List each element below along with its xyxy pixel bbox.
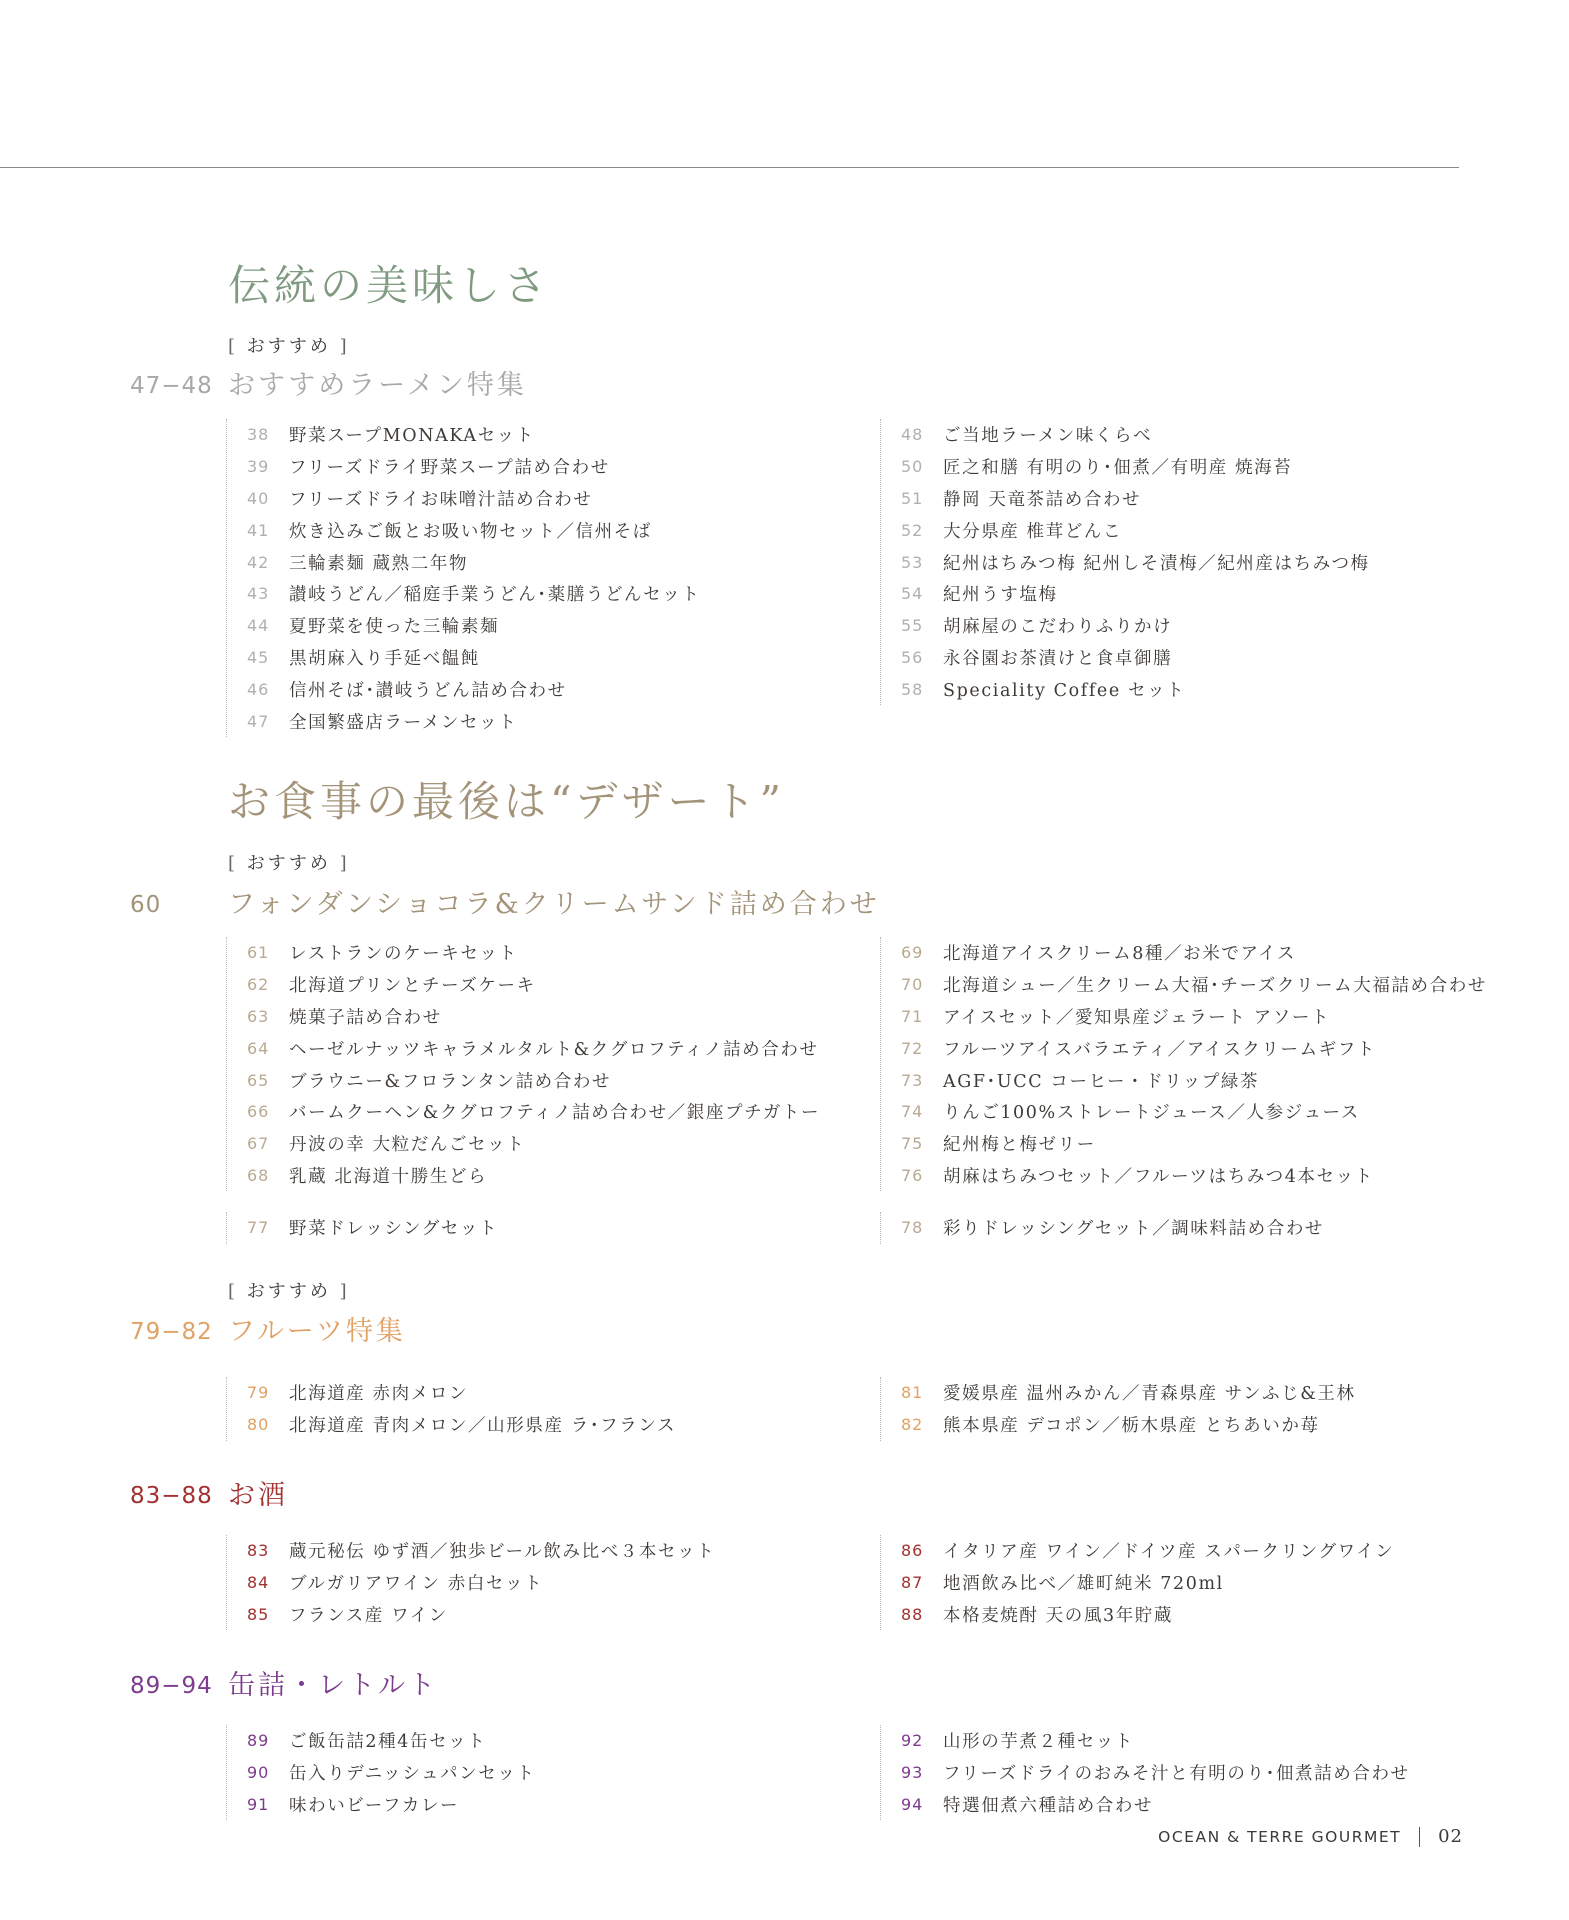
item-page-number: 83	[247, 1541, 270, 1561]
list-item	[247, 419, 700, 451]
item-title: 北海道アイスクリーム8種／お米でアイス	[943, 944, 1297, 965]
feature-page-range: 83−88	[130, 1483, 213, 1509]
top-rule	[0, 167, 1459, 168]
item-title: 山形の芋煮２種セット	[943, 1732, 1134, 1753]
item-title: レストランのケーキセット	[289, 944, 518, 965]
item-list-right-extra	[880, 1212, 1324, 1244]
item-page-number: 54	[901, 584, 924, 604]
item-page-number: 94	[901, 1794, 924, 1814]
footer-divider	[1419, 1827, 1420, 1847]
list-item	[247, 1599, 715, 1631]
recommend-label: おすすめ	[246, 336, 331, 357]
item-title: 北海道産 赤肉メロン	[289, 1384, 469, 1405]
list-item	[901, 1567, 1394, 1599]
item-page-number: 85	[247, 1604, 270, 1624]
list-item	[901, 1128, 1487, 1160]
item-page-number: 71	[901, 1006, 924, 1026]
recommend-label: おすすめ	[246, 853, 331, 874]
item-page-number: 92	[901, 1731, 924, 1751]
list-item	[247, 1064, 820, 1096]
item-title: フリーズドライのおみそ汁と有明のり･佃煮詰め合わせ	[943, 1764, 1410, 1785]
item-page-number: 70	[901, 975, 924, 995]
item-list-left-extra	[226, 1212, 498, 1244]
list-item	[247, 546, 700, 578]
list-item	[901, 1535, 1394, 1567]
section-heading-tradition: 伝統の美味しさ	[228, 261, 551, 310]
list-item	[247, 1567, 715, 1599]
list-item	[901, 451, 1370, 483]
item-page-number: 77	[247, 1218, 270, 1238]
item-title: 信州そば･讃岐うどん詰め合わせ	[289, 680, 567, 701]
item-title: ブラウニー&フロランタン詰め合わせ	[289, 1071, 612, 1092]
list-item	[247, 514, 700, 546]
item-title: 紀州はちみつ梅 紀州しそ漬梅／紀州産はちみつ梅	[943, 553, 1370, 574]
list-item	[247, 969, 820, 1001]
section-heading-dessert: お食事の最後は“デザート”	[228, 777, 785, 826]
list-item	[901, 514, 1370, 546]
list-item	[247, 610, 700, 642]
item-title: りんご100%ストレートジュース／人参ジュース	[943, 1103, 1360, 1124]
item-page-number: 78	[901, 1218, 924, 1238]
page-footer	[1158, 1826, 1463, 1847]
list-item	[247, 1535, 715, 1567]
item-title: 蔵元秘伝 ゆず酒／独歩ビール飲み比べ３本セット	[289, 1542, 716, 1563]
item-page-number: 93	[901, 1763, 924, 1783]
item-title: 北海道プリンとチーズケーキ	[289, 976, 536, 997]
item-title: アイスセット／愛知県産ジェラート アソート	[943, 1007, 1331, 1028]
recommend-label: おすすめ	[246, 1281, 331, 1302]
list-item	[901, 610, 1370, 642]
item-title: 乳蔵 北海道十勝生どら	[289, 1166, 488, 1187]
item-page-number: 46	[247, 679, 270, 699]
list-item	[901, 546, 1370, 578]
list-item	[901, 1001, 1487, 1033]
item-list-right	[880, 937, 1487, 1191]
item-page-number: 79	[247, 1383, 270, 1403]
item-title: 胡麻はちみつセット／フルーツはちみつ4本セット	[943, 1166, 1374, 1187]
item-title: 匠之和膳 有明のり･佃煮／有明産 焼海苔	[943, 458, 1293, 479]
item-title: 特選佃煮六種詰め合わせ	[943, 1795, 1154, 1816]
item-page-number: 53	[901, 552, 924, 572]
item-title: 愛媛県産 温州みかん／青森県産 サンふじ&王林	[943, 1384, 1356, 1405]
item-page-number: 62	[247, 975, 270, 995]
item-list-left	[226, 1535, 715, 1630]
list-item	[247, 1128, 820, 1160]
list-item	[247, 673, 700, 705]
item-page-number: 87	[901, 1573, 924, 1593]
list-item	[901, 1064, 1487, 1096]
item-page-number: 81	[901, 1383, 924, 1403]
feature-title: 缶詰・レトルト	[228, 1670, 438, 1701]
item-page-number: 56	[901, 647, 924, 667]
item-title: ブルガリアワイン 赤白セット	[289, 1574, 544, 1595]
list-item	[901, 1789, 1410, 1821]
list-item	[901, 969, 1487, 1001]
list-item	[247, 1409, 676, 1441]
list-item	[901, 642, 1370, 674]
list-item	[247, 1160, 820, 1192]
feature-page-range: 89−94	[130, 1673, 213, 1699]
item-title: 本格麦焼酎 天の風3年貯蔵	[943, 1605, 1173, 1626]
item-title: AGF･UCC コーヒー・ドリップ緑茶	[943, 1071, 1260, 1092]
item-page-number: 67	[247, 1134, 270, 1154]
item-page-number: 84	[247, 1573, 270, 1593]
recommend-tag: [ おすすめ ]	[228, 853, 350, 874]
item-title: 丹波の幸 大粒だんごセット	[289, 1135, 526, 1156]
item-page-number: 80	[247, 1415, 270, 1435]
item-title: フランス産 ワイン	[289, 1605, 448, 1626]
list-item	[901, 937, 1487, 969]
list-item	[901, 578, 1370, 610]
item-title: フリーズドライ野菜スープ詰め合わせ	[289, 458, 610, 479]
item-title: 讃岐うどん／稲庭手業うどん･薬膳うどんセット	[289, 585, 701, 606]
item-list-right	[880, 1377, 1356, 1441]
item-title: ご飯缶詰2種4缶セット	[289, 1732, 487, 1753]
item-page-number: 38	[247, 425, 270, 445]
item-title: 北海道産 青肉メロン／山形県産 ラ･フランス	[289, 1416, 677, 1437]
item-page-number: 73	[901, 1070, 924, 1090]
item-page-number: 40	[247, 488, 270, 508]
list-item	[247, 1212, 498, 1244]
list-item	[247, 483, 700, 515]
brand-name: OCEAN & TERRE GOURMET	[1158, 1827, 1402, 1846]
item-page-number: 41	[247, 520, 270, 540]
item-page-number: 74	[901, 1102, 924, 1122]
recommend-tag: [ おすすめ ]	[228, 1281, 350, 1302]
item-page-number: 58	[901, 679, 924, 699]
list-item	[901, 1032, 1487, 1064]
item-page-number: 55	[901, 616, 924, 636]
list-item	[247, 1096, 820, 1128]
item-title: 彩りドレッシングセット／調味料詰め合わせ	[943, 1219, 1325, 1240]
item-page-number: 52	[901, 520, 924, 540]
item-page-number: 64	[247, 1038, 270, 1058]
item-page-number: 47	[247, 711, 270, 731]
list-item	[901, 1160, 1487, 1192]
item-title: 三輪素麺 蔵熟二年物	[289, 553, 469, 574]
list-item	[247, 1032, 820, 1064]
page-number: 02	[1438, 1826, 1463, 1847]
item-title: 炊き込みご飯とお吸い物セット／信州そば	[289, 521, 652, 542]
item-page-number: 43	[247, 584, 270, 604]
item-list-left	[226, 937, 820, 1191]
list-item	[247, 1001, 820, 1033]
feature-page-range: 60	[130, 892, 162, 918]
item-page-number: 50	[901, 457, 924, 477]
item-list-right	[880, 1725, 1410, 1820]
item-title: イタリア産 ワイン／ドイツ産 スパークリングワイン	[943, 1542, 1395, 1563]
item-title: 全国繁盛店ラーメンセット	[289, 712, 518, 733]
item-page-number: 45	[247, 647, 270, 667]
item-list-left	[226, 419, 700, 737]
item-page-number: 72	[901, 1038, 924, 1058]
item-title: ご当地ラーメン味くらべ	[943, 426, 1153, 447]
item-page-number: 48	[901, 425, 924, 445]
item-page-number: 66	[247, 1102, 270, 1122]
item-title: 紀州うす塩梅	[943, 585, 1058, 606]
item-title: 缶入りデニッシュパンセット	[289, 1764, 536, 1785]
item-page-number: 76	[901, 1165, 924, 1185]
item-page-number: 68	[247, 1165, 270, 1185]
item-title: 焼菓子詰め合わせ	[289, 1007, 442, 1028]
item-page-number: 86	[901, 1541, 924, 1561]
list-item	[247, 705, 700, 737]
list-item	[247, 1757, 536, 1789]
recommend-tag: [ おすすめ ]	[228, 336, 350, 357]
item-title: 野菜スープMONAKAセット	[289, 426, 535, 447]
item-page-number: 39	[247, 457, 270, 477]
list-item	[247, 578, 700, 610]
item-title: 大分県産 椎茸どんこ	[943, 521, 1123, 542]
list-item	[901, 1212, 1324, 1244]
list-item	[247, 1789, 536, 1821]
item-page-number: 91	[247, 1794, 270, 1814]
feature-page-range: 79−82	[130, 1319, 213, 1345]
list-item	[901, 1757, 1410, 1789]
item-title: 静岡 天竜茶詰め合わせ	[943, 489, 1142, 510]
feature-title: フルーツ特集	[228, 1316, 406, 1347]
item-page-number: 44	[247, 616, 270, 636]
item-title: 胡麻屋のこだわりふりかけ	[943, 617, 1173, 638]
item-page-number: 89	[247, 1731, 270, 1751]
list-item	[247, 937, 820, 969]
item-page-number: 69	[901, 943, 924, 963]
item-list-left	[226, 1725, 536, 1820]
item-page-number: 90	[247, 1763, 270, 1783]
item-title: Speciality Coffee セット	[943, 680, 1186, 701]
list-item	[247, 642, 700, 674]
item-title: 熊本県産 デコポン／栃木県産 とちあいか苺	[943, 1416, 1320, 1437]
list-item	[901, 1409, 1356, 1441]
item-title: 夏野菜を使った三輪素麺	[289, 617, 500, 638]
item-title: フルーツアイスバラエティ／アイスクリームギフト	[943, 1039, 1376, 1060]
item-title: 紀州梅と梅ゼリー	[943, 1135, 1096, 1156]
item-title: 野菜ドレッシングセット	[289, 1219, 499, 1240]
item-page-number: 51	[901, 488, 924, 508]
item-title: 味わいビーフカレー	[289, 1795, 460, 1816]
item-title: バームクーヘン&クグロフティノ詰め合わせ／銀座プチガトー	[289, 1103, 821, 1124]
item-title: フリーズドライお味噌汁詰め合わせ	[289, 489, 593, 510]
list-item	[901, 673, 1370, 705]
list-item	[901, 419, 1370, 451]
feature-page-range: 47−48	[130, 373, 213, 399]
list-item	[247, 451, 700, 483]
list-item	[247, 1377, 676, 1409]
list-item	[901, 1096, 1487, 1128]
item-page-number: 61	[247, 943, 270, 963]
item-page-number: 82	[901, 1415, 924, 1435]
item-title: 北海道シュー／生クリーム大福･チーズクリーム大福詰め合わせ	[943, 976, 1487, 997]
feature-title: おすすめラーメン特集	[228, 370, 527, 401]
item-list-left	[226, 1377, 676, 1441]
item-title: 黒胡麻入り手延べ饂飩	[289, 648, 480, 669]
list-item	[901, 1599, 1394, 1631]
item-page-number: 65	[247, 1070, 270, 1090]
item-list-right	[880, 1535, 1394, 1630]
feature-title: お酒	[228, 1480, 288, 1511]
list-item	[901, 1377, 1356, 1409]
item-page-number: 63	[247, 1006, 270, 1026]
item-list-right	[880, 419, 1370, 705]
item-title: 永谷園お茶漬けと食卓御膳	[943, 648, 1173, 669]
item-title: ヘーゼルナッツキャラメルタルト&クグロフティノ詰め合わせ	[289, 1039, 819, 1060]
feature-title: フォンダンショコラ&クリームサンド詰め合わせ	[228, 889, 880, 920]
list-item	[247, 1725, 536, 1757]
item-page-number: 75	[901, 1134, 924, 1154]
item-title: 地酒飲み比べ／雄町純米 720ml	[943, 1574, 1224, 1595]
item-page-number: 42	[247, 552, 270, 572]
list-item	[901, 1725, 1410, 1757]
list-item	[901, 483, 1370, 515]
item-page-number: 88	[901, 1604, 924, 1624]
